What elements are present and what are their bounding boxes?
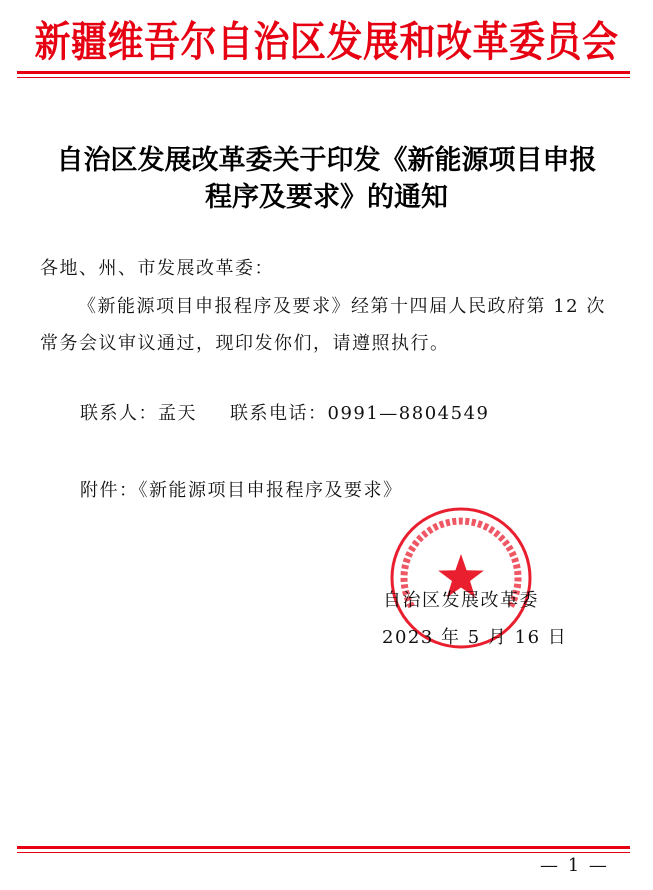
org-red-header: 新疆维吾尔自治区发展和改革委员会 bbox=[34, 18, 619, 67]
issuer-signature: 自治区发展改革委 bbox=[383, 590, 539, 611]
header-rule-thick bbox=[17, 71, 630, 74]
body-paragraph-line-2: 常务会议审议通过，现印发你们，请遵照执行。 bbox=[40, 333, 450, 354]
footer-rule-thin bbox=[17, 852, 630, 853]
page-number: — 1 — bbox=[540, 855, 609, 876]
title-line-2: 程序及要求》的通知 bbox=[205, 182, 448, 213]
body-paragraph-line-1: 《新能源项目申报程序及要求》经第十四届人民政府第 12 次 bbox=[78, 296, 606, 317]
contact-person: 联系人：孟天 bbox=[80, 403, 197, 424]
contact-phone: 联系电话：0991—8804549 bbox=[230, 403, 490, 424]
salutation: 各地、州、市发展改革委： bbox=[40, 258, 274, 279]
official-seal bbox=[388, 505, 534, 651]
header-rule-thin bbox=[17, 77, 630, 78]
issue-date: 2023 年 5 月 16 日 bbox=[382, 627, 568, 648]
footer-rule-thick bbox=[17, 846, 630, 849]
attachment-note: 附件：《新能源项目申报程序及要求》 bbox=[80, 480, 403, 501]
document-title bbox=[0, 142, 653, 216]
star-icon bbox=[438, 554, 484, 597]
title-line-1: 自治区发展改革委关于印发《新能源项目申报 bbox=[56, 145, 597, 176]
